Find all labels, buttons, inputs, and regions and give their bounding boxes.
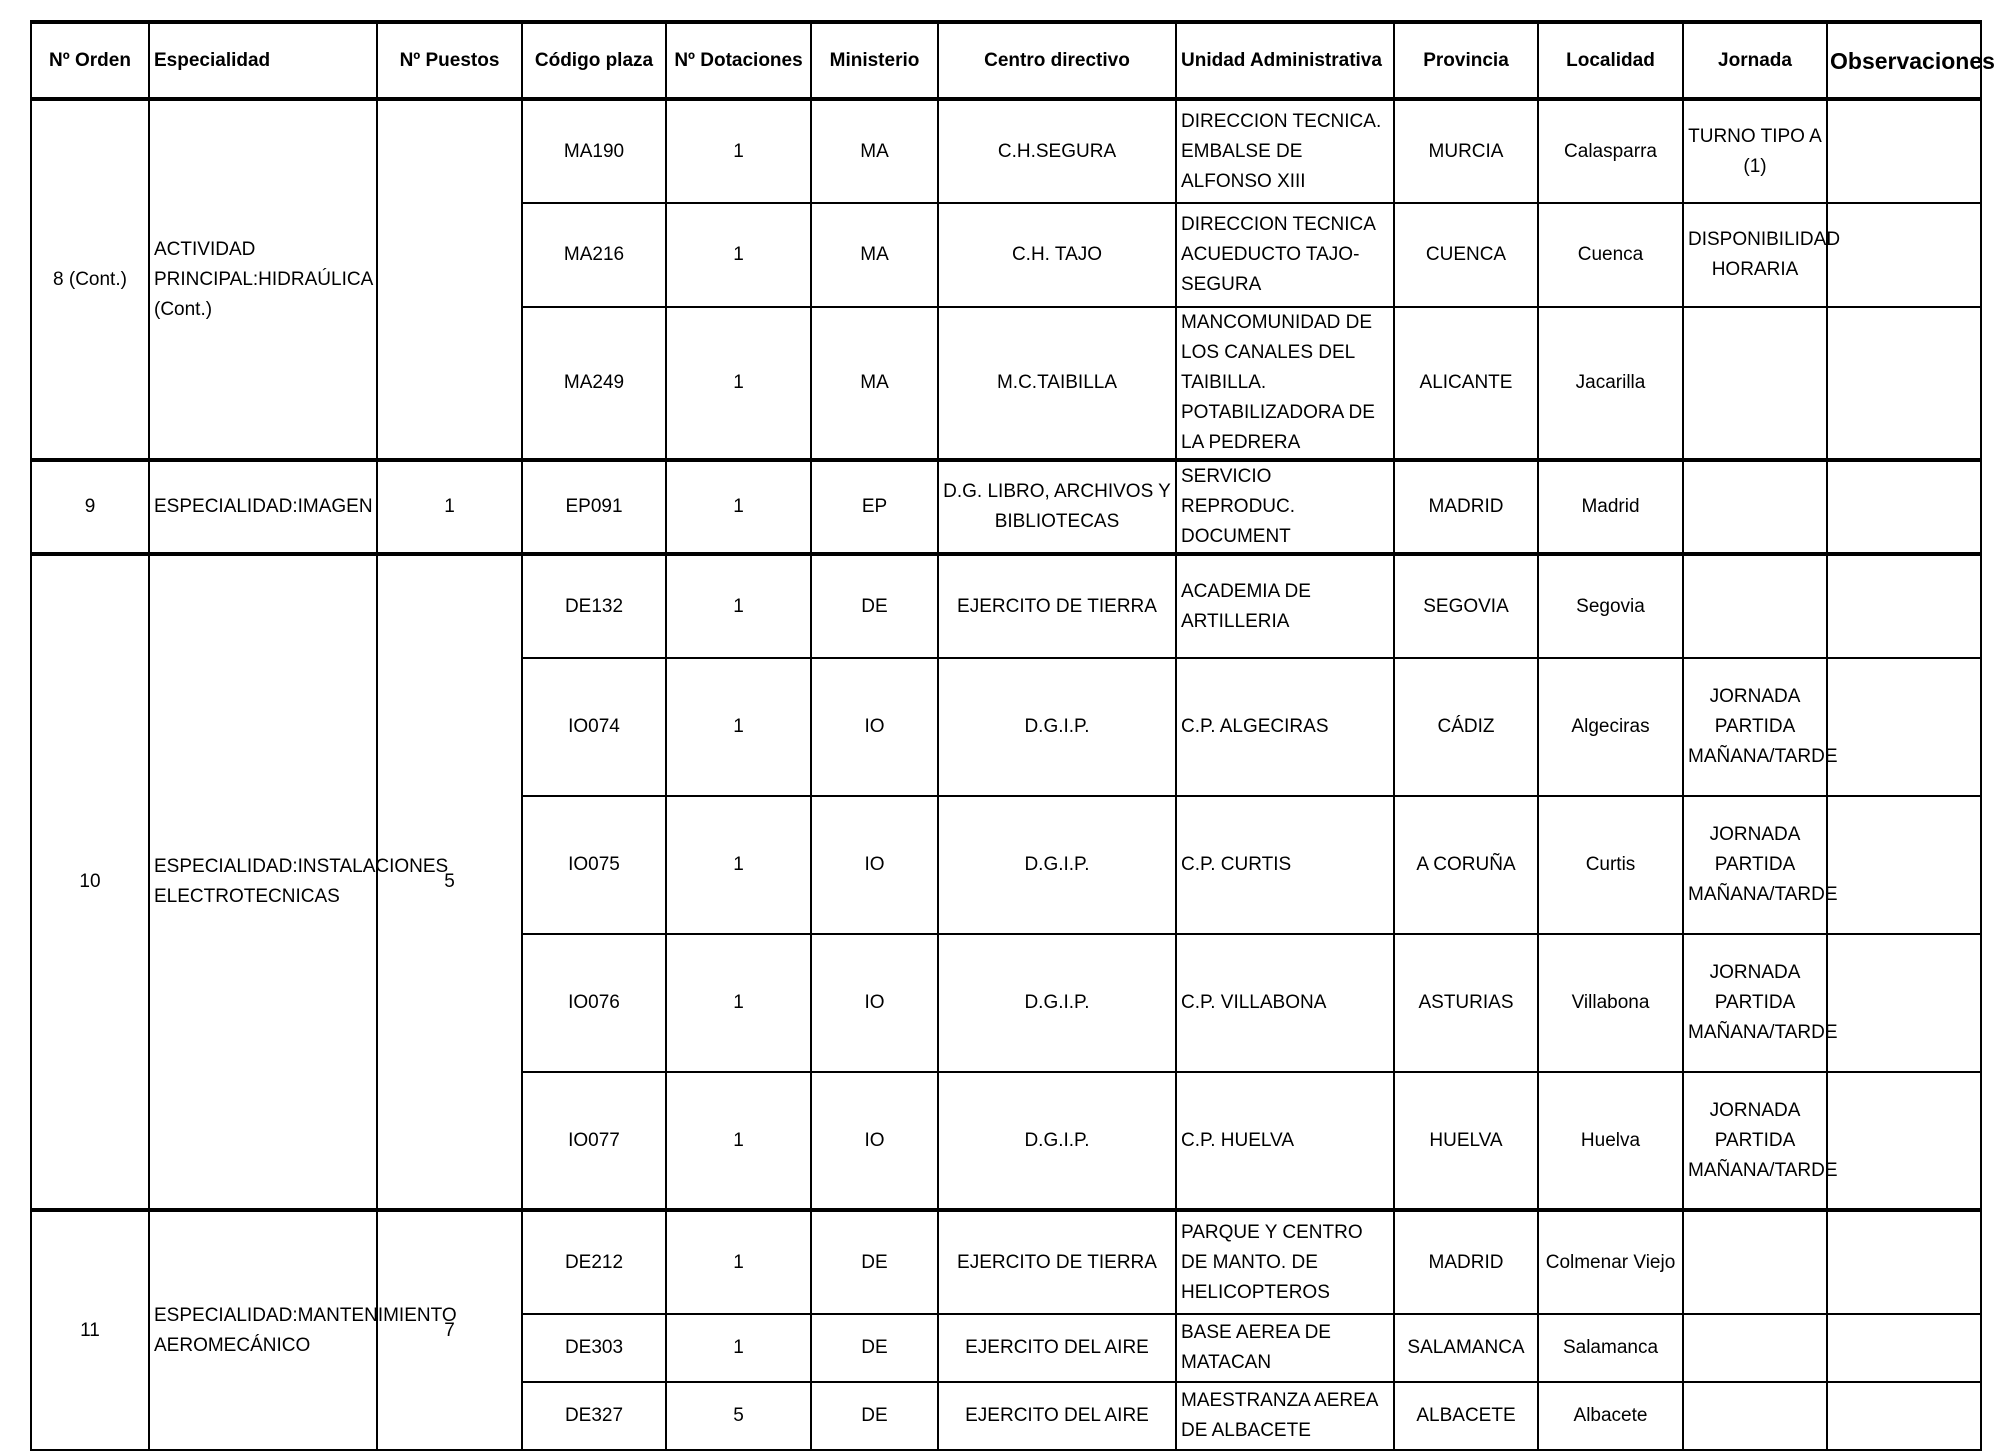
header-unidad: Unidad Administrativa <box>1176 22 1394 99</box>
table-row <box>31 1210 1981 1314</box>
ministerio-cell: MA <box>811 307 938 460</box>
unidad-cell: BASE AEREA DE MATACAN <box>1176 1314 1394 1382</box>
header-puestos: Nº Puestos <box>377 22 522 99</box>
observaciones-cell <box>1827 203 1981 307</box>
header-centro: Centro directivo <box>938 22 1176 99</box>
dotaciones-cell: 1 <box>666 203 811 307</box>
jornada-cell <box>1683 1382 1827 1450</box>
header-codigo: Código plaza <box>522 22 666 99</box>
provincia-cell: SALAMANCA <box>1394 1314 1538 1382</box>
dotaciones-cell: 1 <box>666 934 811 1072</box>
dotaciones-cell: 1 <box>666 554 811 658</box>
header-dotaciones: Nº Dotaciones <box>666 22 811 99</box>
centro-cell: EJERCITO DEL AIRE <box>938 1382 1176 1450</box>
dotaciones-cell: 1 <box>666 1314 811 1382</box>
unidad-cell: DIRECCION TECNICA. EMBALSE DE ALFONSO XIII <box>1176 99 1394 203</box>
header-especialidad: Especialidad <box>149 22 377 99</box>
observaciones-cell <box>1827 307 1981 460</box>
codigo-cell: DE327 <box>522 1382 666 1450</box>
centro-cell: M.C.TAIBILLA <box>938 307 1176 460</box>
especialidad-cell: ESPECIALIDAD:IMAGEN <box>149 460 377 554</box>
dotaciones-cell: 1 <box>666 1072 811 1210</box>
header-orden: Nº Orden <box>31 22 149 99</box>
dotaciones-cell: 1 <box>666 658 811 796</box>
puestos-cell: 7 <box>377 1210 522 1450</box>
observaciones-cell <box>1827 1072 1981 1210</box>
provincia-cell: ALICANTE <box>1394 307 1538 460</box>
observaciones-cell <box>1827 934 1981 1072</box>
provincia-cell: HUELVA <box>1394 1072 1538 1210</box>
dotaciones-cell: 1 <box>666 99 811 203</box>
unidad-cell: C.P. VILLABONA <box>1176 934 1394 1072</box>
provincia-cell: MADRID <box>1394 460 1538 554</box>
table-header-row <box>31 22 1981 99</box>
localidad-cell: Albacete <box>1538 1382 1683 1450</box>
unidad-cell: C.P. CURTIS <box>1176 796 1394 934</box>
localidad-cell: Huelva <box>1538 1072 1683 1210</box>
centro-cell: D.G.I.P. <box>938 658 1176 796</box>
observaciones-cell <box>1827 554 1981 658</box>
ministerio-cell: DE <box>811 1314 938 1382</box>
provincia-cell: MURCIA <box>1394 99 1538 203</box>
header-ministerio: Ministerio <box>811 22 938 99</box>
jornada-cell: JORNADA PARTIDA MAÑANA/TARDE <box>1683 1072 1827 1210</box>
ministerio-cell: DE <box>811 1382 938 1450</box>
unidad-cell: MAESTRANZA AEREA DE ALBACETE <box>1176 1382 1394 1450</box>
orden-cell: 9 <box>31 460 149 554</box>
localidad-cell: Colmenar Viejo <box>1538 1210 1683 1314</box>
codigo-cell: IO075 <box>522 796 666 934</box>
ministerio-cell: DE <box>811 1210 938 1314</box>
puestos-cell: 1 <box>377 460 522 554</box>
centro-cell: EJERCITO DE TIERRA <box>938 554 1176 658</box>
especialidad-cell: ACTIVIDAD PRINCIPAL:HIDRAÚLICA (Cont.) <box>149 99 377 460</box>
observaciones-cell <box>1827 658 1981 796</box>
codigo-cell: MA190 <box>522 99 666 203</box>
centro-cell: C.H. TAJO <box>938 203 1176 307</box>
localidad-cell: Jacarilla <box>1538 307 1683 460</box>
header-localidad: Localidad <box>1538 22 1683 99</box>
observaciones-cell <box>1827 796 1981 934</box>
centro-cell: D.G.I.P. <box>938 934 1176 1072</box>
localidad-cell: Curtis <box>1538 796 1683 934</box>
localidad-cell: Madrid <box>1538 460 1683 554</box>
header-observaciones: Observaciones <box>1827 22 1981 99</box>
jornada-cell: JORNADA PARTIDA MAÑANA/TARDE <box>1683 934 1827 1072</box>
localidad-cell: Algeciras <box>1538 658 1683 796</box>
localidad-cell: Salamanca <box>1538 1314 1683 1382</box>
observaciones-cell <box>1827 1314 1981 1382</box>
provincia-cell: ASTURIAS <box>1394 934 1538 1072</box>
observaciones-cell <box>1827 1210 1981 1314</box>
centro-cell: C.H.SEGURA <box>938 99 1176 203</box>
table-row <box>31 460 1981 554</box>
especialidad-cell: ESPECIALIDAD:MANTENIMIENTO AEROMECÁNICO <box>149 1210 377 1450</box>
jornada-cell: JORNADA PARTIDA MAÑANA/TARDE <box>1683 658 1827 796</box>
centro-cell: EJERCITO DEL AIRE <box>938 1314 1176 1382</box>
puestos-cell <box>377 99 522 460</box>
header-jornada: Jornada <box>1683 22 1827 99</box>
provincia-cell: CUENCA <box>1394 203 1538 307</box>
codigo-cell: MA216 <box>522 203 666 307</box>
provincia-cell: SEGOVIA <box>1394 554 1538 658</box>
orden-cell: 8 (Cont.) <box>31 99 149 460</box>
codigo-cell: DE303 <box>522 1314 666 1382</box>
provincia-cell: A CORUÑA <box>1394 796 1538 934</box>
provincia-cell: MADRID <box>1394 1210 1538 1314</box>
header-provincia: Provincia <box>1394 22 1538 99</box>
unidad-cell: C.P. HUELVA <box>1176 1072 1394 1210</box>
codigo-cell: DE212 <box>522 1210 666 1314</box>
jornada-cell <box>1683 307 1827 460</box>
codigo-cell: EP091 <box>522 460 666 554</box>
orden-cell: 11 <box>31 1210 149 1450</box>
dotaciones-cell: 1 <box>666 796 811 934</box>
codigo-cell: IO076 <box>522 934 666 1072</box>
observaciones-cell <box>1827 99 1981 203</box>
especialidad-cell: ESPECIALIDAD:INSTALACIONES ELECTROTECNICAS <box>149 554 377 1210</box>
plazas-table <box>30 20 1995 1451</box>
unidad-cell: ACADEMIA DE ARTILLERIA <box>1176 554 1394 658</box>
localidad-cell: Cuenca <box>1538 203 1683 307</box>
jornada-cell: DISPONIBILIDAD HORARIA <box>1683 203 1827 307</box>
table-row <box>31 554 1981 658</box>
centro-cell: D.G. LIBRO, ARCHIVOS Y BIBLIOTECAS <box>938 460 1176 554</box>
unidad-cell: SERVICIO REPRODUC. DOCUMENT <box>1176 460 1394 554</box>
codigo-cell: IO074 <box>522 658 666 796</box>
dotaciones-cell: 1 <box>666 307 811 460</box>
jornada-cell <box>1683 554 1827 658</box>
jornada-cell: JORNADA PARTIDA MAÑANA/TARDE <box>1683 796 1827 934</box>
unidad-cell: DIRECCION TECNICA ACUEDUCTO TAJO-SEGURA <box>1176 203 1394 307</box>
observaciones-cell <box>1827 1382 1981 1450</box>
ministerio-cell: IO <box>811 796 938 934</box>
table-row <box>31 99 1981 203</box>
localidad-cell: Calasparra <box>1538 99 1683 203</box>
centro-cell: D.G.I.P. <box>938 796 1176 934</box>
ministerio-cell: IO <box>811 658 938 796</box>
jornada-cell <box>1683 1314 1827 1382</box>
unidad-cell: PARQUE Y CENTRO DE MANTO. DE HELICOPTEROS <box>1176 1210 1394 1314</box>
codigo-cell: IO077 <box>522 1072 666 1210</box>
puestos-cell: 5 <box>377 554 522 1210</box>
orden-cell: 10 <box>31 554 149 1210</box>
centro-cell: EJERCITO DE TIERRA <box>938 1210 1176 1314</box>
jornada-cell <box>1683 460 1827 554</box>
provincia-cell: CÁDIZ <box>1394 658 1538 796</box>
ministerio-cell: MA <box>811 99 938 203</box>
jornada-cell <box>1683 1210 1827 1314</box>
centro-cell: D.G.I.P. <box>938 1072 1176 1210</box>
codigo-cell: DE132 <box>522 554 666 658</box>
unidad-cell: MANCOMUNIDAD DE LOS CANALES DEL TAIBILLA. POTABILIZADORA DE LA PEDRERA <box>1176 307 1394 460</box>
dotaciones-cell: 5 <box>666 1382 811 1450</box>
ministerio-cell: MA <box>811 203 938 307</box>
ministerio-cell: DE <box>811 554 938 658</box>
observaciones-cell <box>1827 460 1981 554</box>
ministerio-cell: EP <box>811 460 938 554</box>
dotaciones-cell: 1 <box>666 1210 811 1314</box>
unidad-cell: C.P. ALGECIRAS <box>1176 658 1394 796</box>
ministerio-cell: IO <box>811 934 938 1072</box>
provincia-cell: ALBACETE <box>1394 1382 1538 1450</box>
dotaciones-cell: 1 <box>666 460 811 554</box>
ministerio-cell: IO <box>811 1072 938 1210</box>
localidad-cell: Villabona <box>1538 934 1683 1072</box>
codigo-cell: MA249 <box>522 307 666 460</box>
localidad-cell: Segovia <box>1538 554 1683 658</box>
jornada-cell: TURNO TIPO A (1) <box>1683 99 1827 203</box>
